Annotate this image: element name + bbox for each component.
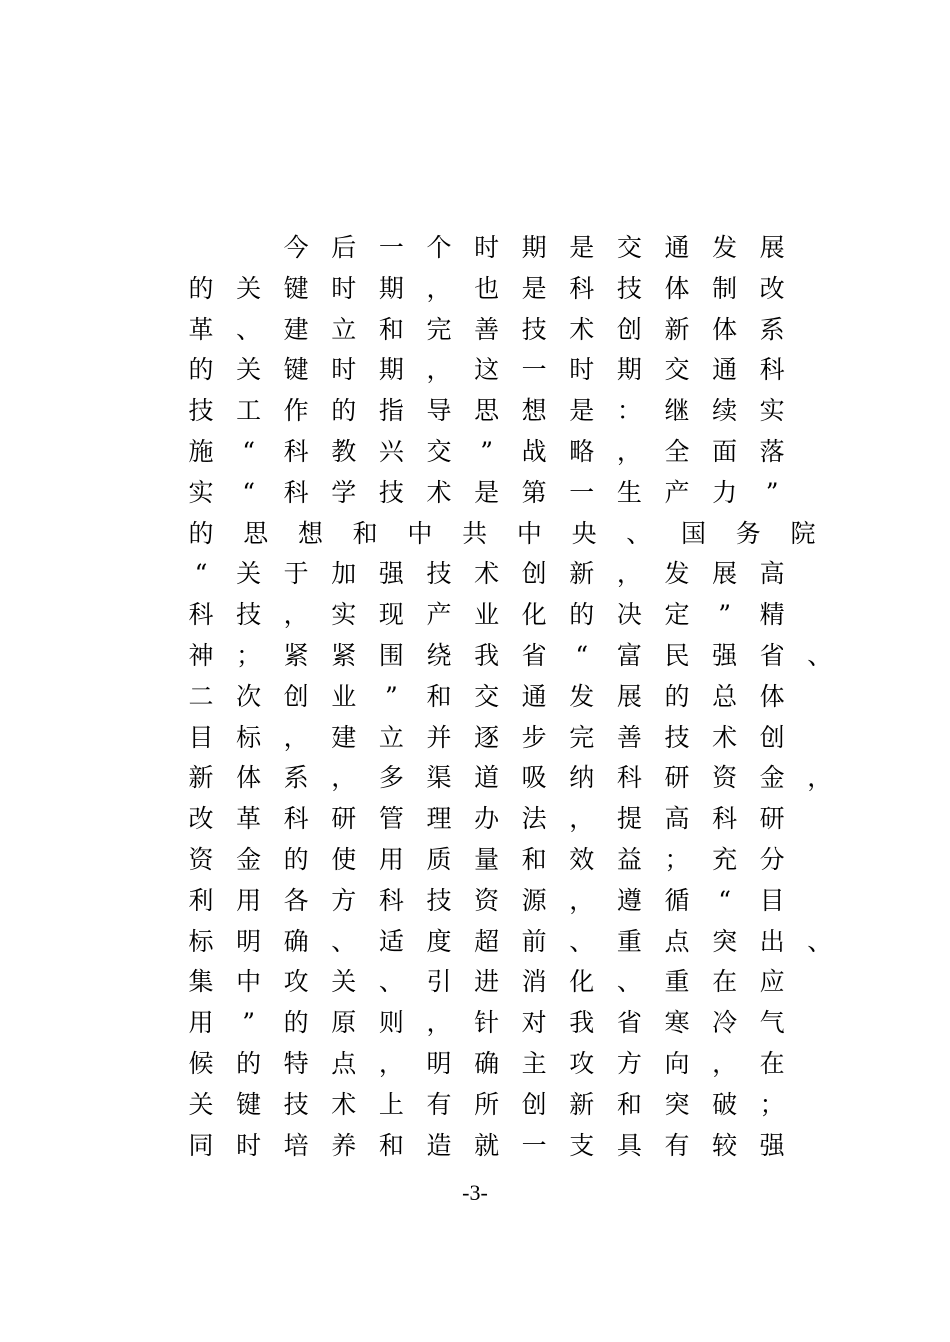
text-line: 利 用 各 方 科 技 资 源 ， 遵 循 “ 目 xyxy=(188,885,785,915)
text-line: 神 ； 紧 紧 围 绕 我 省 “ 富 民 强 省 、 xyxy=(188,640,833,670)
text-line: 革 、 建 立 和 完 善 技 术 创 新 体 系 xyxy=(188,314,785,344)
text-line: 的 思 想 和 中 共 中 央 、 国 务 院 xyxy=(188,518,816,548)
text-line: 实 “ 科 学 技 术 是 第 一 生 产 力 ” xyxy=(188,477,779,507)
text-line: 技 工 作 的 指 导 思 想 是 ： 继 续 实 xyxy=(188,396,785,426)
text-line: 今 后 一 个 时 期 是 交 通 发 展 xyxy=(283,233,785,262)
text-line: 的 关 键 时 期 ， 这 一 时 期 交 通 科 xyxy=(188,355,785,385)
text-line: 科 技 ， 实 现 产 业 化 的 决 定 ” 精 xyxy=(188,600,785,630)
text-line: 的 关 键 时 期 ， 也 是 科 技 体 制 改 xyxy=(188,273,785,303)
body-paragraph xyxy=(188,228,848,1166)
text-line: 目 标 ， 建 立 并 逐 步 完 善 技 术 创 xyxy=(188,722,785,752)
text-line: 关 键 技 术 上 有 所 创 新 和 突 破 ； xyxy=(188,1089,785,1119)
text-line: 集 中 攻 关 、 引 进 消 化 、 重 在 应 xyxy=(188,967,785,997)
text-line: 用 ” 的 原 则 ， 针 对 我 省 寒 冷 气 xyxy=(188,1008,785,1038)
text-line: 同 时 培 养 和 造 就 一 支 具 有 较 强 xyxy=(188,1130,785,1160)
text-line: 候 的 特 点 ， 明 确 主 攻 方 向 ， 在 xyxy=(188,1048,785,1078)
page-number: -3- xyxy=(462,1180,488,1205)
text-line: 二 次 创 业 ” 和 交 通 发 展 的 总 体 xyxy=(188,681,785,711)
text-line: 标 明 确 、 适 度 超 前 、 重 点 突 出 、 xyxy=(188,926,833,956)
text-line: 新 体 系 ， 多 渠 道 吸 纳 科 研 资 金 ， xyxy=(188,763,833,793)
text-line: 改 革 科 研 管 理 办 法 ， 提 高 科 研 xyxy=(188,804,785,834)
text-line: 施 “ 科 教 兴 交 ” 战 略 ， 全 面 落 xyxy=(188,436,785,466)
text-line: 资 金 的 使 用 质 量 和 效 益 ； 充 分 xyxy=(188,844,785,874)
text-line: “ 关 于 加 强 技 术 创 新 ， 发 展 高 xyxy=(194,559,785,589)
